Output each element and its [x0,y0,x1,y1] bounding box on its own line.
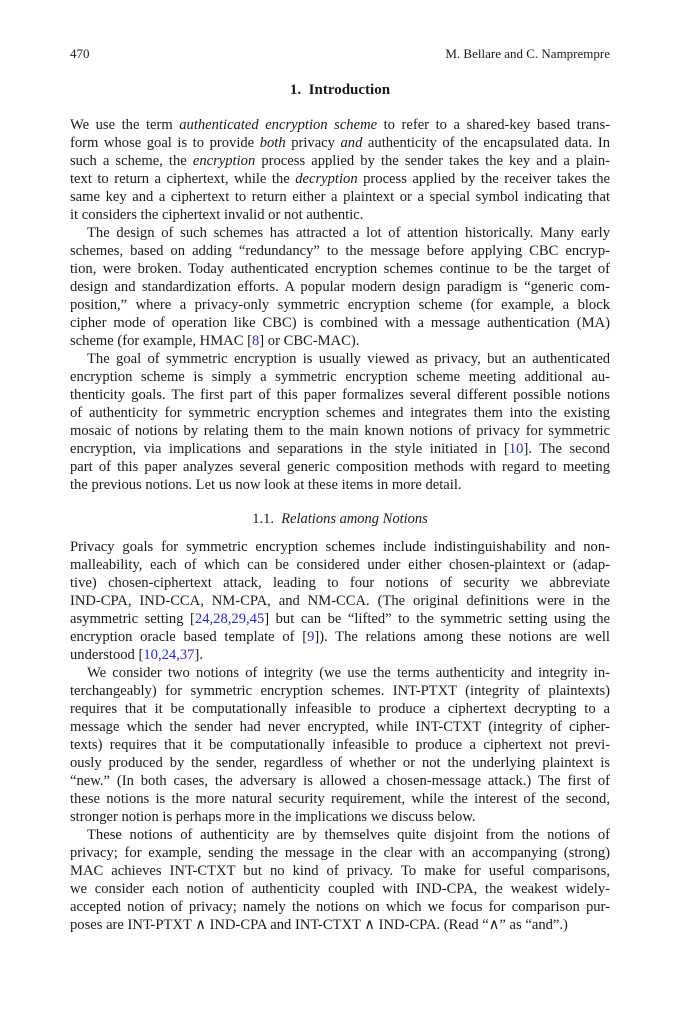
running-header [70,46,610,64]
paragraph [70,116,610,224]
text-line: message which the sender had never encrypted, while INT-CTXT (integrity of cipher- [70,719,610,735]
text-line: such a scheme, the encryption process applied by the sender takes the key and a plain- [70,153,610,169]
text-line: understood [10,24,37]. [70,647,203,663]
paragraph [70,538,610,664]
text-line: schemes, based on adding “redundancy” to the message before applying CBC encryp- [70,243,610,259]
paragraph [70,350,610,494]
page-number: 470 [70,46,90,61]
subsection-number: 1.1. [252,511,274,527]
text-line: poses are INT-PTXT ∧ IND-CPA and INT-CTXT ∧ IND-CPA. (Read “∧” as “and”.) [70,917,568,933]
text-line: form whose goal is to provide both privacy and authenticity of the encapsulated data. In [70,135,610,151]
text-line: terchangeably) for symmetric encryption schemes. INT-PTXT (integrity of plaintexts) [70,683,610,699]
paragraph [70,664,610,826]
running-header-authors: M. Bellare and C. Namprempre [445,46,610,61]
citation-link[interactable]: 24,28,29,45 [194,611,265,627]
introduction-body [70,116,610,494]
text-line: the previous notions. Let us now look at these items in more detail. [70,477,462,493]
text-line: “new.” (In both cases, the adversary is allowed a chosen-message attack.) The first of [70,773,610,789]
text-line: The design of such schemes has attracted a lot of attention historically. Many early [87,225,610,241]
text-line: encryption scheme is simply a symmetric encryption scheme meeting additional au- [70,369,610,385]
text-line: encryption, via implications and separations in the style initiated in [10]. The second [70,441,610,457]
emphasis: authenticated encryption scheme [179,117,378,133]
text-line: MAC achieves INT-CTXT but no kind of privacy. To make for useful comparisons, [70,863,610,879]
text-line: accepted notion of privacy; namely the notions on which we focus for comparison pur- [70,899,610,915]
text-line: position,” where a privacy-only symmetric encryption scheme (for example, a block [70,297,610,313]
text-line: it considers the ciphertext invalid or not authentic. [70,207,364,223]
text-line: text to return a ciphertext, while the decryption process applied by the receiver takes the [70,171,610,187]
emphasis: decryption [295,171,358,187]
section-title: Introduction [308,82,391,98]
text-line: we consider each notion of authenticity coupled with IND-CPA, the weakest widely- [70,881,610,897]
text-line: privacy; for example, sending the message in the clear with an accompanying (strong) [70,845,610,861]
text-line: These notions of authenticity are by themselves quite disjoint from the notions of [87,827,610,843]
emphasis: and [340,135,363,151]
text-line: The goal of symmetric encryption is usually viewed as privacy, but an authenticated [87,351,610,367]
text-line: requires that it be computationally infeasible to produce a ciphertext decrypting to a [70,701,610,717]
citation-link[interactable]: 9 [307,629,315,645]
text-line: We use the term authenticated encryption scheme to refer to a shared-key based trans- [70,117,610,133]
text-line: tive) chosen-ciphertext attack, leading to four notions of security we abbreviate [70,575,610,591]
text-line: same key and a ciphertext to return either a plaintext or a special symbol indicating that [70,189,610,205]
citation-link[interactable]: 10 [508,441,524,457]
text-line: malleability, each of which can be considered under either chosen-plaintext or (adap- [70,557,610,573]
subsection-heading-relations [70,511,610,528]
section-number: 1. [289,82,302,98]
text-line: texts) requires that it be computationally infeasible to produce a ciphertext not previ- [70,737,610,753]
text-line: tion, were broken. Today authenticated encryption schemes continue to be the target of [70,261,610,277]
section-heading-introduction [70,82,610,99]
subsection-title: Relations among Notions [281,511,428,527]
citation-link[interactable]: 8 [251,333,260,349]
text-line: Privacy goals for symmetric encryption schemes include indistinguishability and non- [70,539,610,555]
citation-link[interactable]: 10,24,37 [143,647,195,663]
emphasis: both [259,135,286,151]
text-line: asymmetric setting [24,28,29,45] but can be “lifted” to the symmetric setting using the [70,611,610,627]
paragraph [70,826,610,934]
text-line: We consider two notions of integrity (we use the terms authenticity and integrity in- [87,665,610,681]
text-line: part of this paper analyzes several generic composition methods with regard to meeting [70,459,610,475]
text-line: encryption oracle based template of [9]). The relations among these notions are well [70,629,610,645]
text-line: IND-CPA, IND-CCA, NM-CPA, and NM-CCA. (The original definitions were in the [70,593,610,609]
text-line: ously produced by the sender, regardless of whether or not the underlying plaintext is [70,755,610,771]
text-line: thenticity goals. The first part of this paper formalizes several different possible notions [70,387,610,403]
text-line: cipher mode of operation like CBC) is combined with a message authentication (MA) [70,315,610,331]
relations-body [70,538,610,934]
text-line: design and standardization efforts. A popular modern design paradigm is “generic com- [70,279,610,295]
text-line: stronger notion is perhaps more in the implications we discuss below. [70,809,476,825]
text-line: mosaic of notions by relating them to the main known notions of privacy for symmetric [70,423,610,439]
emphasis: encryption [192,153,256,169]
paragraph [70,224,610,350]
text-line: scheme (for example, HMAC [8] or CBC-MAC). [70,333,360,349]
text-line: these notions is the more natural security requirement, while the interest of the second, [70,791,610,807]
text-line: of authenticity for symmetric encryption schemes and integrates them into the existing [70,405,610,421]
